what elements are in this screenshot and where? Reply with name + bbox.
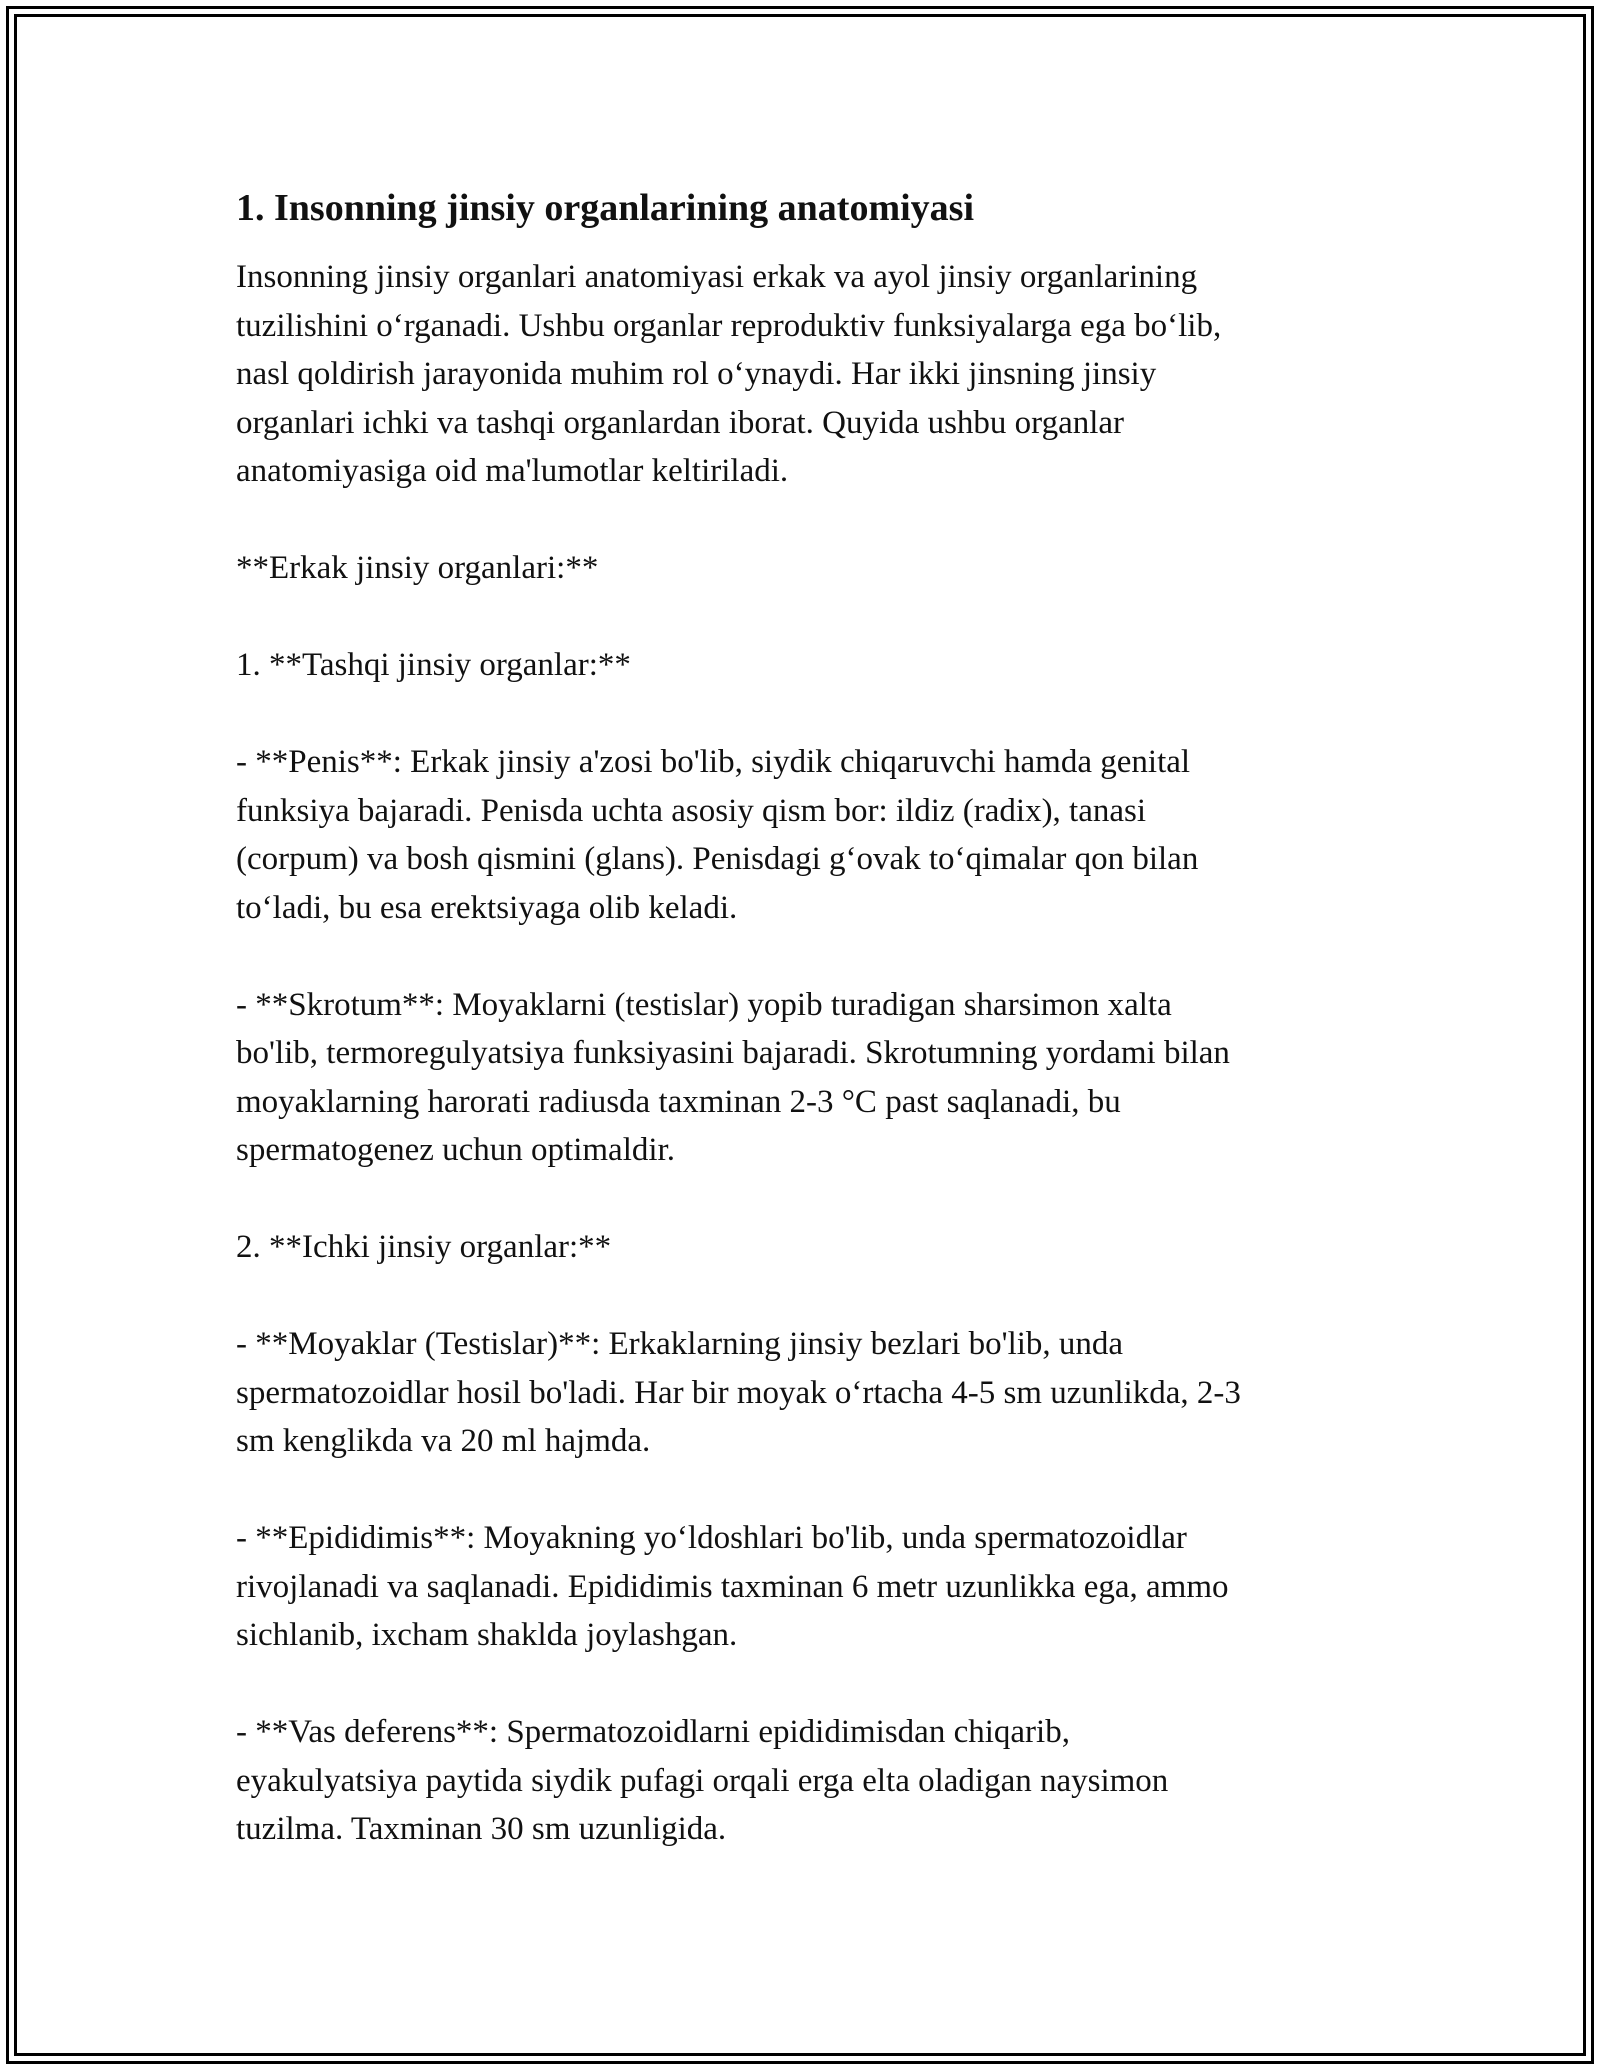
intro-paragraph: Insonning jinsiy organlari anatomiyasi erkak va ayol jinsiy organlarining tuzilishini o‘rganadi. Ushbu organlar reproduktiv funksiyalarga ega bo‘lib, nasl qoldirish jarayonida muhim rol o‘ynaydi. Har ikki jinsning jinsiy organlari ichki va tashqi organlardan iborat. Quyida ushbu organlar anatomiyasiga oid ma'lumotlar keltiriladi. (236, 259, 1222, 489)
internal-organs-heading: 2. **Ichki jinsiy organlar:** (236, 1229, 612, 1265)
testislar-paragraph: - **Moyaklar (Testislar)**: Erkaklarning jinsiy bezlari bo'lib, unda spermatozoidlar hosil bo'ladi. Har bir moyak o‘rtacha 4-5 sm uzunlikda, 2-3 sm kenglikda va 20 ml hajmda. (236, 1326, 1241, 1459)
penis-paragraph: - **Penis**: Erkak jinsiy a'zosi bo'lib, siydik chiqaruvchi hamda genital funksiya bajaradi. Penisda uchta asosiy qism bor: ildiz (radix), tanasi (corpum) va bosh qismini (glans). Penisdagi g‘ovak to‘qimalar qon bilan to‘ladi, bu esa erektsiyaga olib keladi. (236, 744, 1199, 926)
section-heading: 1. Insonning jinsiy organlarining anatomiyasi (236, 187, 975, 229)
vas-deferens-paragraph: - **Vas deferens**: Spermatozoidlarni epididimisdan chiqarib, eyakulyatsiya paytida siydik pufagi orqali erga elta oladigan naysimon tuzilma. Taxminan 30 sm uzunligida. (236, 1714, 1169, 1847)
epididimis-paragraph: - **Epididimis**: Moyakning yo‘ldoshlari bo'lib, unda spermatozoidlar rivojlanadi va saqlanadi. Epididimis taxminan 6 metr uzunlikka ega, ammo sichlanib, ixcham shaklda joylashgan. (236, 1520, 1229, 1653)
skrotum-paragraph: - **Skrotum**: Moyaklarni (testislar) yopib turadigan sharsimon xalta bo'lib, termoregulyatsiya funksiyasini bajaradi. Skrotumning yordami bilan moyaklarning harorati radiusda taxminan 2-3 °C past saqlanadi, bu spermatogenez uchun optimaldir. (236, 986, 1230, 1168)
document-body (236, 183, 1376, 1854)
external-organs-heading: 1. **Tashqi jinsiy organlar:** (236, 647, 631, 683)
male-organs-heading: **Erkak jinsiy organlari:** (236, 550, 599, 586)
